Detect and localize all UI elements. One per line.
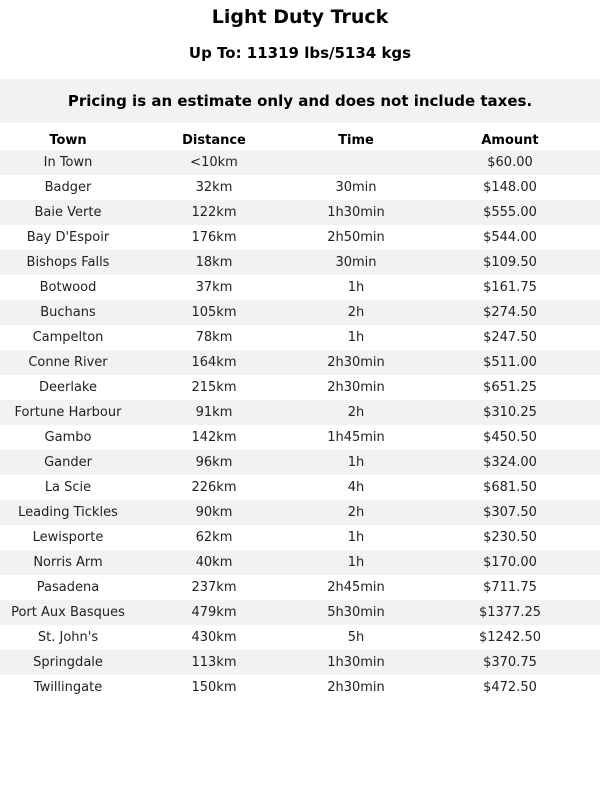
table-row bbox=[0, 350, 600, 375]
table-row bbox=[0, 400, 600, 425]
cell-time: 1h30min bbox=[292, 200, 420, 225]
pricing-table bbox=[0, 123, 600, 700]
cell-amount: $681.50 bbox=[420, 475, 600, 500]
cell-time bbox=[292, 150, 420, 175]
cell-amount: $148.00 bbox=[420, 175, 600, 200]
cell-distance: 164km bbox=[136, 350, 292, 375]
cell-town: Leading Tickles bbox=[0, 500, 136, 525]
cell-distance: 113km bbox=[136, 650, 292, 675]
cell-town: Lewisporte bbox=[0, 525, 136, 550]
cell-amount: $310.25 bbox=[420, 400, 600, 425]
table-row bbox=[0, 175, 600, 200]
cell-town: Port Aux Basques bbox=[0, 600, 136, 625]
cell-distance: 237km bbox=[136, 575, 292, 600]
table-row bbox=[0, 525, 600, 550]
cell-amount: $651.25 bbox=[420, 375, 600, 400]
cell-time: 1h bbox=[292, 450, 420, 475]
cell-town: Baie Verte bbox=[0, 200, 136, 225]
cell-distance: 176km bbox=[136, 225, 292, 250]
cell-town: Buchans bbox=[0, 300, 136, 325]
cell-amount: $230.50 bbox=[420, 525, 600, 550]
cell-distance: 90km bbox=[136, 500, 292, 525]
cell-amount: $60.00 bbox=[420, 150, 600, 175]
table-row bbox=[0, 150, 600, 175]
cell-distance: 18km bbox=[136, 250, 292, 275]
column-header-time: Time bbox=[292, 123, 420, 150]
cell-time: 30min bbox=[292, 175, 420, 200]
cell-town: Badger bbox=[0, 175, 136, 200]
cell-time: 1h bbox=[292, 275, 420, 300]
cell-time: 2h bbox=[292, 400, 420, 425]
cell-time: 2h30min bbox=[292, 375, 420, 400]
table-row bbox=[0, 500, 600, 525]
cell-town: Fortune Harbour bbox=[0, 400, 136, 425]
cell-town: St. John's bbox=[0, 625, 136, 650]
cell-time: 2h bbox=[292, 300, 420, 325]
cell-town: Gambo bbox=[0, 425, 136, 450]
table-row bbox=[0, 450, 600, 475]
cell-amount: $109.50 bbox=[420, 250, 600, 275]
table-row bbox=[0, 225, 600, 250]
table-row bbox=[0, 250, 600, 275]
cell-distance: 62km bbox=[136, 525, 292, 550]
table-row bbox=[0, 275, 600, 300]
cell-amount: $307.50 bbox=[420, 500, 600, 525]
cell-distance: <10km bbox=[136, 150, 292, 175]
cell-town: Twillingate bbox=[0, 675, 136, 700]
cell-distance: 122km bbox=[136, 200, 292, 225]
cell-amount: $544.00 bbox=[420, 225, 600, 250]
cell-time: 2h30min bbox=[292, 350, 420, 375]
cell-distance: 226km bbox=[136, 475, 292, 500]
cell-amount: $370.75 bbox=[420, 650, 600, 675]
table-row bbox=[0, 375, 600, 400]
cell-amount: $161.75 bbox=[420, 275, 600, 300]
cell-amount: $1377.25 bbox=[420, 600, 600, 625]
cell-time: 30min bbox=[292, 250, 420, 275]
cell-amount: $324.00 bbox=[420, 450, 600, 475]
cell-time: 5h bbox=[292, 625, 420, 650]
column-header-amount: Amount bbox=[420, 123, 600, 150]
cell-amount: $511.00 bbox=[420, 350, 600, 375]
cell-amount: $472.50 bbox=[420, 675, 600, 700]
table-header-row bbox=[0, 123, 600, 150]
table-body bbox=[0, 150, 600, 700]
cell-town: Pasadena bbox=[0, 575, 136, 600]
cell-distance: 142km bbox=[136, 425, 292, 450]
cell-distance: 150km bbox=[136, 675, 292, 700]
cell-amount: $170.00 bbox=[420, 550, 600, 575]
table-row bbox=[0, 650, 600, 675]
cell-time: 2h45min bbox=[292, 575, 420, 600]
pricing-notice: Pricing is an estimate only and does not include taxes. bbox=[0, 79, 600, 123]
cell-time: 4h bbox=[292, 475, 420, 500]
cell-amount: $711.75 bbox=[420, 575, 600, 600]
table-row bbox=[0, 200, 600, 225]
page-title: Light Duty Truck bbox=[211, 6, 389, 28]
cell-town: In Town bbox=[0, 150, 136, 175]
cell-distance: 37km bbox=[136, 275, 292, 300]
cell-time: 1h bbox=[292, 325, 420, 350]
pricing-table-container bbox=[0, 123, 600, 700]
cell-distance: 430km bbox=[136, 625, 292, 650]
cell-town: La Scie bbox=[0, 475, 136, 500]
table-row bbox=[0, 425, 600, 450]
table-row bbox=[0, 475, 600, 500]
cell-time: 5h30min bbox=[292, 600, 420, 625]
cell-amount: $450.50 bbox=[420, 425, 600, 450]
cell-distance: 215km bbox=[136, 375, 292, 400]
cell-time: 1h bbox=[292, 550, 420, 575]
cell-time: 2h bbox=[292, 500, 420, 525]
cell-distance: 91km bbox=[136, 400, 292, 425]
cell-town: Botwood bbox=[0, 275, 136, 300]
cell-town: Campelton bbox=[0, 325, 136, 350]
cell-distance: 479km bbox=[136, 600, 292, 625]
cell-town: Conne River bbox=[0, 350, 136, 375]
cell-town: Norris Arm bbox=[0, 550, 136, 575]
cell-distance: 40km bbox=[136, 550, 292, 575]
cell-time: 1h45min bbox=[292, 425, 420, 450]
column-header-town: Town bbox=[0, 123, 136, 150]
cell-distance: 96km bbox=[136, 450, 292, 475]
cell-distance: 105km bbox=[136, 300, 292, 325]
column-header-distance: Distance bbox=[136, 123, 292, 150]
weight-limit-subtitle: Up To: 11319 lbs/5134 kgs bbox=[188, 44, 412, 62]
cell-time: 1h bbox=[292, 525, 420, 550]
table-row bbox=[0, 575, 600, 600]
cell-town: Gander bbox=[0, 450, 136, 475]
cell-amount: $1242.50 bbox=[420, 625, 600, 650]
table-row bbox=[0, 600, 600, 625]
table-row bbox=[0, 325, 600, 350]
cell-town: Springdale bbox=[0, 650, 136, 675]
cell-time: 2h50min bbox=[292, 225, 420, 250]
cell-time: 2h30min bbox=[292, 675, 420, 700]
cell-town: Bishops Falls bbox=[0, 250, 136, 275]
cell-time: 1h30min bbox=[292, 650, 420, 675]
table-row bbox=[0, 300, 600, 325]
cell-town: Deerlake bbox=[0, 375, 136, 400]
cell-distance: 78km bbox=[136, 325, 292, 350]
cell-amount: $247.50 bbox=[420, 325, 600, 350]
cell-town: Bay D'Espoir bbox=[0, 225, 136, 250]
cell-distance: 32km bbox=[136, 175, 292, 200]
cell-amount: $274.50 bbox=[420, 300, 600, 325]
table-row bbox=[0, 675, 600, 700]
cell-amount: $555.00 bbox=[420, 200, 600, 225]
table-row bbox=[0, 625, 600, 650]
table-row bbox=[0, 550, 600, 575]
